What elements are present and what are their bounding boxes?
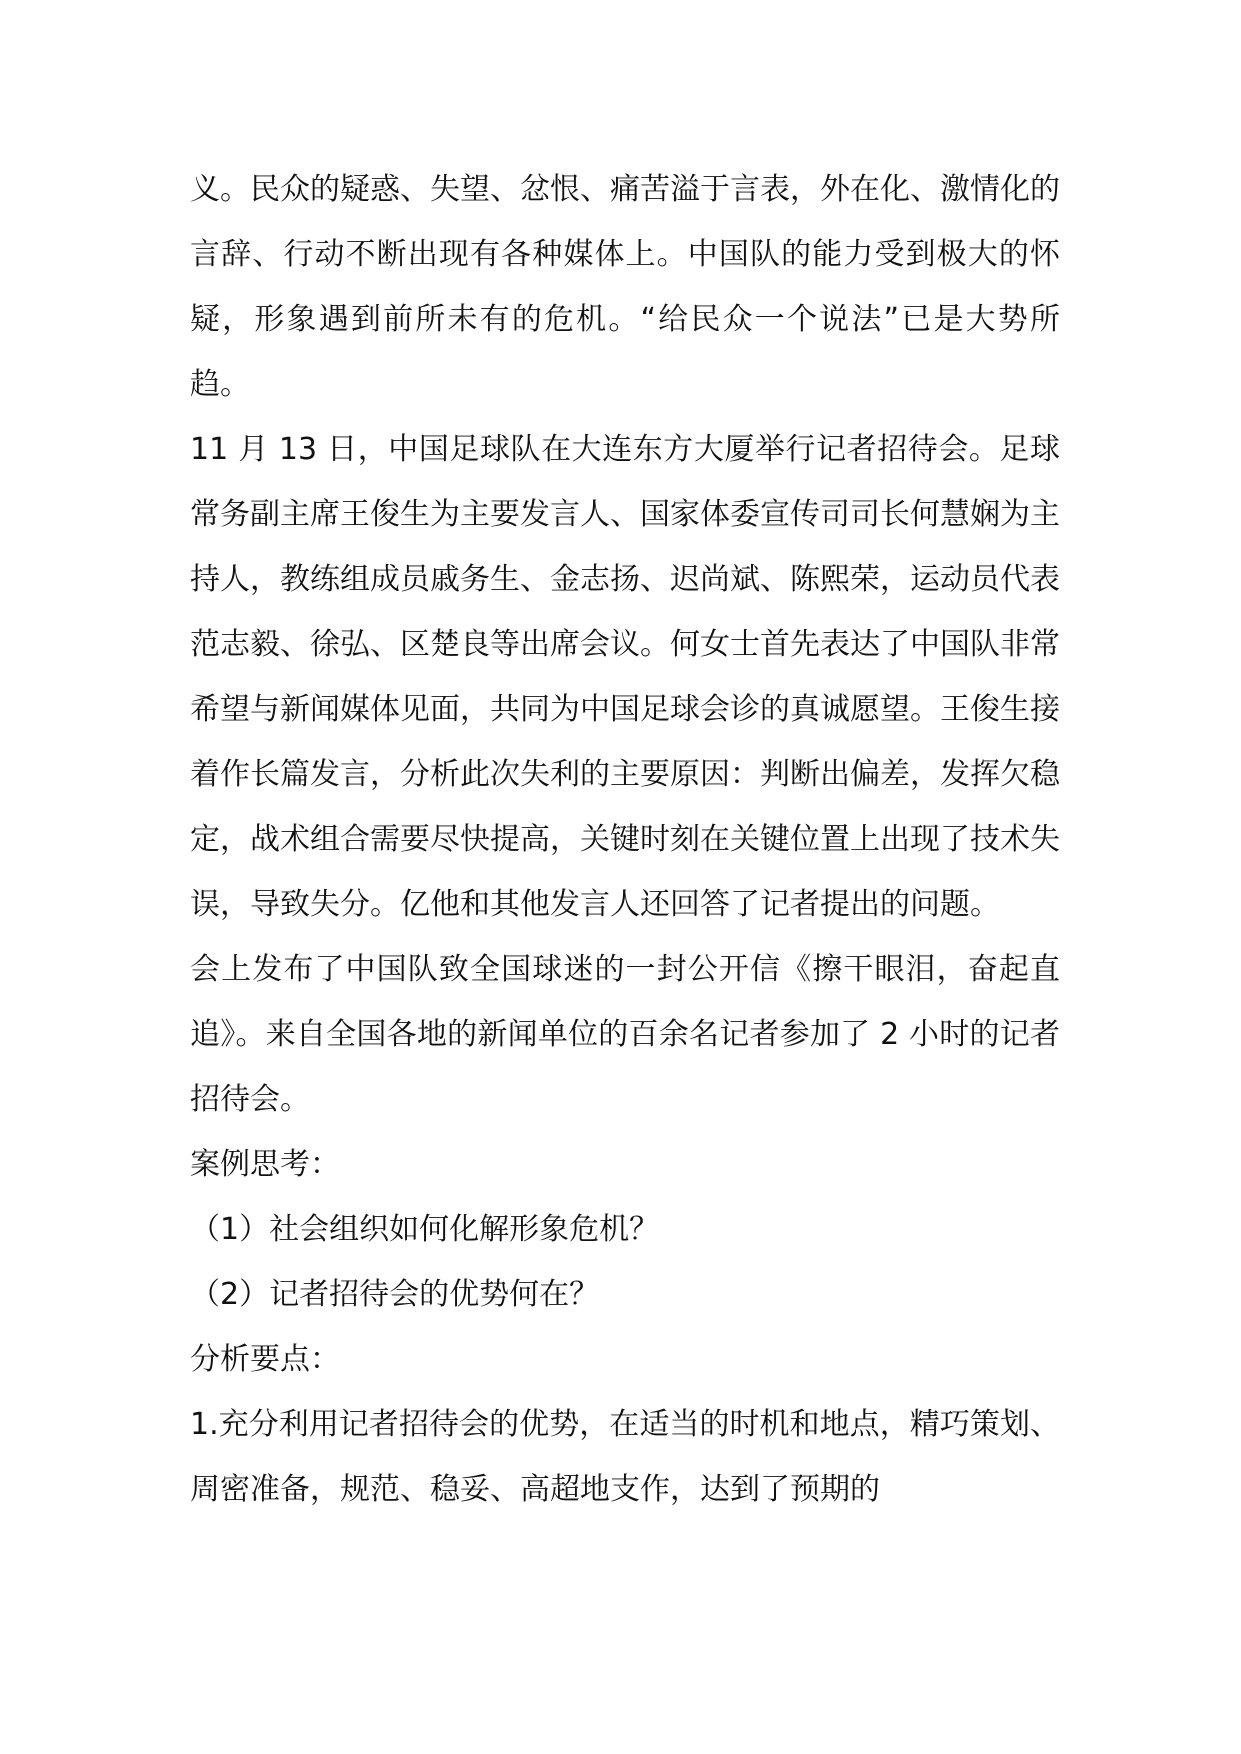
heading-case-reflection: 案例思考：: [190, 1147, 340, 1182]
paragraph-crisis-intro: 义。民众的疑惑、失望、忿恨、痛苦溢于言表，外在化、激情化的言辞、行动不断出现有各种媒体上。中国队的能力受到极大的怀疑，形象遇到前所未有的危机。“给民众一个说法”已是大势所趋。: [190, 172, 1060, 402]
question-2: （2）记者招待会的优势何在？: [190, 1277, 600, 1312]
question-1: （1）社会组织如何化解形象危机？: [190, 1212, 660, 1247]
heading-analysis-points: 分析要点：: [190, 1342, 340, 1377]
document-body: [190, 157, 1060, 1522]
analysis-point-1: 1.充分利用记者招待会的优势，在适当的时机和地点，精巧策划、周密准备，规范、稳妥、高超地支作，达到了预期的: [190, 1407, 1060, 1507]
paragraph-open-letter: 会上发布了中国队致全国球迷的一封公开信《擦干眼泪，奋起直追》。来自全国各地的新闻单位的百余名记者参加了 2 小时的记者招待会。: [190, 952, 1060, 1117]
paragraph-press-conference: 11 月 13 日，中国足球队在大连东方大厦举行记者招待会。足球常务副主席王俊生为主要发言人、国家体委宣传司司长何慧娴为主持人，教练组成员戚务生、金志扬、迟尚斌、陈熙荣，运动员代表范志毅、徐弘、区楚良等出席会议。何女士首先表达了中国队非常希望与新闻媒体见面，共同为中国足球会诊的真诚愿望。王俊生接着作长篇发言，分析此次失利的主要原因：判断出偏差，发挥欠稳定，战术组合需要尽快提高，关键时刻在关键位置上出现了技术失误，导致失分。亿他和其他发言人还回答了记者提出的问题。: [190, 432, 1060, 922]
